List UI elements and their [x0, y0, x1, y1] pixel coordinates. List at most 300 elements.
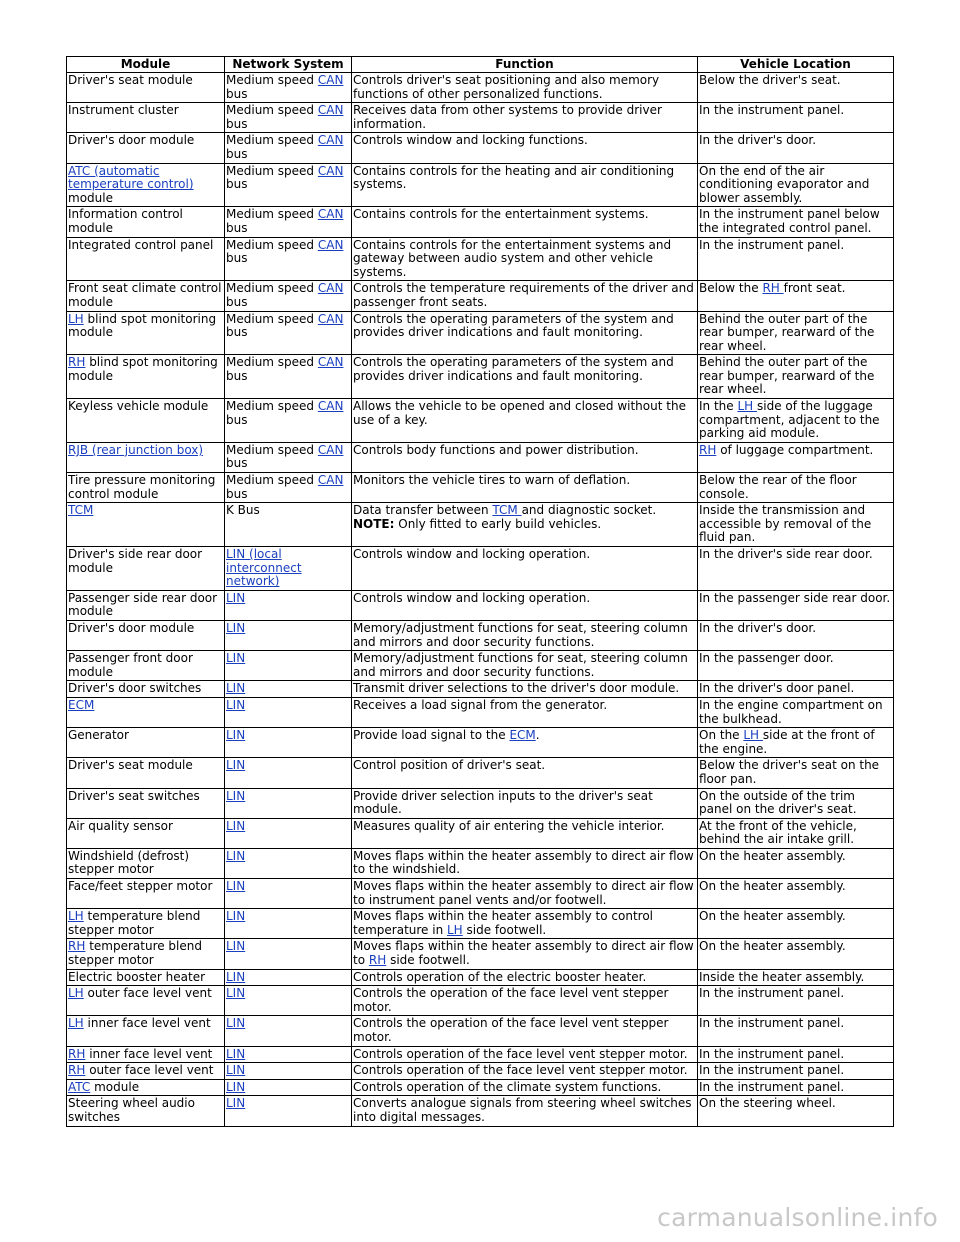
- cell-function: [352, 818, 698, 848]
- cell-function: [352, 503, 698, 547]
- cell-text: Controls body functions and power distribution.: [353, 442, 639, 457]
- glossary-link[interactable]: CAN: [317, 207, 344, 222]
- cell-text: Memory/adjustment functions for seat, steering column and mirrors and door security functions.: [353, 620, 688, 649]
- header-vehicle-location: Vehicle Location: [698, 57, 894, 73]
- cell-text: side footwell.: [462, 922, 547, 937]
- cell-text: Medium speed: [226, 311, 318, 326]
- cell-text: bus: [226, 412, 248, 427]
- cell-text: Driver's seat module: [68, 758, 193, 773]
- cell-network-system: [225, 758, 352, 788]
- cell-vehicle-location: [698, 103, 894, 133]
- cell-function: [352, 909, 698, 939]
- cell-module: [67, 590, 225, 620]
- cell-text: Below the: [699, 281, 763, 296]
- cell-module: [67, 281, 225, 311]
- cell-network-system: [225, 1046, 352, 1063]
- cell-module: [67, 473, 225, 503]
- cell-text: Driver's door switches: [68, 681, 202, 696]
- cell-text: In the driver's door.: [699, 620, 817, 635]
- cell-network-system: [225, 848, 352, 878]
- cell-network-system: [225, 681, 352, 698]
- cell-text: Data transfer between: [353, 503, 493, 518]
- glossary-link[interactable]: CAN: [317, 473, 344, 488]
- cell-text: Monitors the vehicle tires to warn of deflation.: [353, 473, 631, 488]
- cell-text: .: [535, 728, 540, 743]
- cell-vehicle-location: [698, 788, 894, 818]
- glossary-link[interactable]: LIN: [226, 1096, 246, 1111]
- glossary-link[interactable]: RH: [762, 281, 784, 296]
- glossary-link[interactable]: CAN: [317, 73, 344, 87]
- cell-vehicle-location: [698, 1063, 894, 1080]
- table-row: [67, 788, 894, 818]
- cell-text: Keyless vehicle module: [68, 399, 209, 414]
- cell-module: [67, 547, 225, 591]
- table-row: [67, 697, 894, 727]
- cell-text: Air quality sensor: [68, 818, 173, 833]
- cell-text: blind spot monitoring module: [68, 311, 217, 340]
- cell-text: outer face level vent: [85, 1063, 214, 1078]
- cell-vehicle-location: [698, 163, 894, 207]
- cell-text: Inside the heater assembly.: [699, 969, 865, 984]
- cell-module: [67, 503, 225, 547]
- cell-text: Behind the outer part of the rear bumper, rearward of the rear wheel.: [699, 311, 875, 353]
- glossary-link[interactable]: LIN: [226, 818, 246, 833]
- cell-text: bus: [226, 177, 248, 192]
- cell-text: Inside the transmission and accessible by removal of the fluid pan.: [699, 503, 872, 545]
- cell-vehicle-location: [698, 728, 894, 758]
- cell-network-system: [225, 1063, 352, 1080]
- cell-function: [352, 281, 698, 311]
- cell-text: Contains controls for the entertainment systems.: [353, 207, 649, 222]
- glossary-link[interactable]: LIN: [226, 939, 246, 954]
- cell-function: [352, 207, 698, 237]
- header-function: Function: [352, 57, 698, 73]
- cell-network-system: [225, 473, 352, 503]
- cell-text: Generator: [68, 728, 129, 743]
- cell-module: [67, 1079, 225, 1096]
- table-row: [67, 133, 894, 163]
- glossary-link[interactable]: LIN: [226, 697, 246, 712]
- glossary-link[interactable]: LIN: [226, 848, 246, 863]
- glossary-link[interactable]: CAN: [317, 399, 344, 414]
- cell-text: side at the front of the engine.: [699, 728, 875, 756]
- cell-text: At the front of the vehicle, behind the air intake grill.: [699, 818, 857, 847]
- cell-text: K Bus: [226, 503, 260, 518]
- glossary-link[interactable]: LH: [68, 986, 84, 1001]
- glossary-link[interactable]: CAN: [317, 442, 344, 457]
- cell-function: [352, 473, 698, 503]
- cell-text: and diagnostic socket.: [521, 503, 657, 518]
- cell-vehicle-location: [698, 237, 894, 281]
- glossary-link[interactable]: LIN: [226, 969, 246, 984]
- cell-vehicle-location: [698, 758, 894, 788]
- cell-text: Medium speed: [226, 133, 318, 148]
- cell-text: In the instrument panel.: [699, 1079, 845, 1094]
- cell-text: Below the driver's seat.: [699, 73, 841, 87]
- table-row: [67, 879, 894, 909]
- cell-text: In the instrument panel below the integrated control panel.: [699, 207, 880, 235]
- cell-text: Controls window and locking operation.: [353, 590, 591, 605]
- cell-network-system: [225, 355, 352, 399]
- cell-module: [67, 399, 225, 443]
- cell-text: Driver's seat switches: [68, 788, 200, 803]
- cell-vehicle-location: [698, 651, 894, 681]
- glossary-link[interactable]: LIN: [226, 590, 246, 605]
- cell-vehicle-location: [698, 503, 894, 547]
- cell-text: Provide driver selection inputs to the driver's seat module.: [353, 788, 653, 817]
- glossary-link[interactable]: LH: [68, 1016, 84, 1031]
- cell-text: Moves flaps within the heater assembly to direct air flow to instrument panel vents and/or footwell.: [353, 879, 694, 907]
- cell-module: [67, 758, 225, 788]
- cell-module: [67, 1063, 225, 1080]
- cell-text: In the instrument panel.: [699, 1063, 845, 1078]
- cell-module: [67, 207, 225, 237]
- glossary-link[interactable]: LH: [447, 922, 463, 937]
- glossary-link[interactable]: LIN: [226, 879, 246, 894]
- cell-module: [67, 73, 225, 103]
- cell-text: Driver's door module: [68, 133, 195, 148]
- cell-vehicle-location: [698, 909, 894, 939]
- cell-text: Medium speed: [226, 355, 318, 370]
- glossary-link[interactable]: LIN: [226, 758, 246, 773]
- cell-text: bus: [226, 251, 248, 266]
- cell-text: Face/feet stepper motor: [68, 879, 213, 894]
- table-row: [67, 909, 894, 939]
- cell-function: [352, 1046, 698, 1063]
- cell-module: [67, 697, 225, 727]
- cell-text: module: [90, 1079, 140, 1094]
- glossary-link[interactable]: RH: [368, 953, 387, 968]
- table-row: [67, 355, 894, 399]
- cell-text: bus: [226, 294, 248, 309]
- table-row: [67, 651, 894, 681]
- cell-text: In the driver's side rear door.: [699, 547, 873, 561]
- glossary-link[interactable]: LIN: [226, 620, 246, 635]
- glossary-link[interactable]: CAN: [317, 163, 344, 178]
- cell-text: inner face level vent: [83, 1016, 211, 1031]
- cell-function: [352, 651, 698, 681]
- table-row: [67, 939, 894, 969]
- cell-text: bus: [226, 486, 248, 501]
- site-watermark: carmanualsonline.info: [657, 1203, 938, 1232]
- table-row: [67, 547, 894, 591]
- glossary-link[interactable]: LIN: [226, 1063, 246, 1078]
- glossary-link[interactable]: LH: [68, 311, 84, 326]
- cell-network-system: [225, 818, 352, 848]
- cell-text: Receives a load signal from the generator.: [353, 697, 608, 712]
- cell-text: On the heater assembly.: [699, 848, 846, 863]
- glossary-link[interactable]: LIN (local interconnect network): [226, 547, 302, 589]
- cell-text: Transmit driver selections to the driver's door module.: [353, 681, 680, 696]
- cell-text: blind spot monitoring module: [68, 355, 218, 383]
- cell-vehicle-location: [698, 969, 894, 986]
- cell-text: On the outside of the trim panel on the driver's seat.: [699, 788, 857, 817]
- cell-text: In the instrument panel.: [699, 237, 845, 252]
- cell-text: Behind the outer part of the rear bumper, rearward of the rear wheel.: [699, 355, 875, 397]
- cell-text: side footwell.: [386, 953, 470, 968]
- cell-text: Driver's seat module: [68, 73, 193, 87]
- cell-text: On the heater assembly.: [699, 879, 846, 894]
- cell-network-system: [225, 442, 352, 472]
- glossary-link[interactable]: TCM: [68, 503, 94, 518]
- cell-text: In the passenger door.: [699, 651, 834, 666]
- table-row: [67, 969, 894, 986]
- cell-text: Moves flaps within the heater assembly to direct air flow to the windshield.: [353, 848, 694, 877]
- cell-module: [67, 620, 225, 650]
- cell-text: On the heater assembly.: [699, 939, 846, 954]
- cell-text: inner face level vent: [85, 1046, 213, 1061]
- cell-text: Passenger front door module: [68, 651, 193, 679]
- cell-function: [352, 133, 698, 163]
- cell-module: [67, 879, 225, 909]
- cell-network-system: [225, 311, 352, 355]
- table-row: [67, 237, 894, 281]
- cell-vehicle-location: [698, 1096, 894, 1126]
- cell-text: In the instrument panel.: [699, 103, 845, 118]
- cell-text: On the end of the air conditioning evaporator and blower assembly.: [699, 163, 870, 205]
- cell-text: Driver's side rear door module: [68, 547, 203, 575]
- cell-module: [67, 909, 225, 939]
- cell-text: Controls driver's seat positioning and also memory functions of other personalized functions.: [353, 73, 660, 101]
- cell-vehicle-location: [698, 879, 894, 909]
- cell-network-system: [225, 1096, 352, 1126]
- table-row: [67, 590, 894, 620]
- cell-text: Medium speed: [226, 473, 318, 488]
- glossary-link[interactable]: LIN: [226, 986, 246, 1001]
- table-row: [67, 1046, 894, 1063]
- cell-text: Controls operation of the face level vent stepper motor.: [353, 1046, 688, 1061]
- glossary-link[interactable]: LIN: [226, 1079, 246, 1094]
- glossary-link[interactable]: TCM: [492, 503, 522, 518]
- cell-vehicle-location: [698, 442, 894, 472]
- cell-text: Controls the operating parameters of the system and provides driver indications and fault monitoring.: [353, 355, 674, 383]
- cell-text: bus: [226, 116, 248, 131]
- cell-function: [352, 547, 698, 591]
- glossary-link[interactable]: LIN: [226, 909, 246, 924]
- cell-function: [352, 728, 698, 758]
- cell-text: front seat.: [783, 281, 846, 296]
- cell-text: Below the driver's seat on the floor pan.: [699, 758, 880, 786]
- cell-network-system: [225, 879, 352, 909]
- glossary-link[interactable]: CAN: [317, 103, 344, 118]
- glossary-link[interactable]: LH: [737, 399, 757, 414]
- cell-text: Medium speed: [226, 103, 318, 118]
- cell-function: [352, 681, 698, 698]
- cell-network-system: [225, 788, 352, 818]
- cell-text: In the engine compartment on the bulkhead.: [699, 697, 883, 726]
- cell-text: Controls operation of the face level vent stepper motor.: [353, 1063, 688, 1078]
- cell-function: [352, 1016, 698, 1046]
- cell-text: bus: [226, 220, 248, 235]
- cell-module: [67, 939, 225, 969]
- glossary-link[interactable]: ECM: [509, 728, 536, 743]
- cell-text: Steering wheel audio switches: [68, 1096, 195, 1124]
- table-row: [67, 620, 894, 650]
- cell-module: [67, 355, 225, 399]
- cell-function: [352, 879, 698, 909]
- cell-network-system: [225, 620, 352, 650]
- glossary-link[interactable]: ATC: [68, 1079, 91, 1094]
- cell-vehicle-location: [698, 311, 894, 355]
- cell-vehicle-location: [698, 1016, 894, 1046]
- cell-text: bus: [226, 368, 248, 383]
- cell-function: [352, 788, 698, 818]
- glossary-link[interactable]: LIN: [226, 1046, 246, 1061]
- cell-text: Tire pressure monitoring control module: [68, 473, 216, 501]
- cell-text: Contains controls for the heating and air conditioning systems.: [353, 163, 675, 192]
- cell-module: [67, 1046, 225, 1063]
- cell-text: Medium speed: [226, 207, 318, 222]
- glossary-link[interactable]: LIN: [226, 788, 246, 803]
- cell-vehicle-location: [698, 281, 894, 311]
- glossary-link[interactable]: RH: [68, 939, 86, 954]
- cell-text: bus: [226, 456, 248, 471]
- glossary-link[interactable]: LIN: [226, 728, 246, 743]
- cell-function: [352, 1079, 698, 1096]
- cell-network-system: [225, 969, 352, 986]
- cell-module: [67, 163, 225, 207]
- glossary-link[interactable]: RH: [699, 442, 717, 457]
- cell-module: [67, 133, 225, 163]
- cell-function: [352, 969, 698, 986]
- cell-network-system: [225, 207, 352, 237]
- function-note: [353, 518, 696, 532]
- note-text: Only fitted to early build vehicles.: [394, 516, 602, 531]
- glossary-link[interactable]: LH: [743, 728, 763, 743]
- cell-vehicle-location: [698, 207, 894, 237]
- cell-module: [67, 986, 225, 1016]
- cell-text: Controls the operation of the face level vent stepper motor.: [353, 986, 669, 1014]
- cell-vehicle-location: [698, 939, 894, 969]
- table-row: [67, 818, 894, 848]
- cell-vehicle-location: [698, 1046, 894, 1063]
- cell-text: Information control module: [68, 207, 183, 235]
- glossary-link[interactable]: CAN: [317, 311, 344, 326]
- cell-text: Medium speed: [226, 163, 318, 178]
- cell-network-system: [225, 697, 352, 727]
- cell-text: Control position of driver's seat.: [353, 758, 546, 773]
- glossary-link[interactable]: LIN: [226, 681, 246, 696]
- glossary-link[interactable]: RH: [68, 1046, 86, 1061]
- cell-vehicle-location: [698, 73, 894, 103]
- cell-text: On the heater assembly.: [699, 909, 846, 924]
- cell-module: [67, 442, 225, 472]
- cell-network-system: [225, 939, 352, 969]
- cell-function: [352, 399, 698, 443]
- cell-text: In the driver's door.: [699, 133, 817, 148]
- glossary-link[interactable]: CAN: [317, 281, 344, 296]
- cell-text: module: [68, 190, 113, 205]
- cell-text: of luggage compartment.: [716, 442, 874, 457]
- cell-vehicle-location: [698, 399, 894, 443]
- cell-vehicle-location: [698, 818, 894, 848]
- table-row: [67, 281, 894, 311]
- cell-text: Medium speed: [226, 73, 318, 87]
- glossary-link[interactable]: RH: [68, 355, 86, 370]
- cell-module: [67, 311, 225, 355]
- cell-text: temperature blend stepper motor: [68, 939, 202, 968]
- cell-function: [352, 103, 698, 133]
- glossary-link[interactable]: LIN: [226, 1016, 246, 1031]
- cell-vehicle-location: [698, 1079, 894, 1096]
- glossary-link[interactable]: LH: [68, 909, 84, 924]
- cell-vehicle-location: [698, 681, 894, 698]
- table-row: [67, 399, 894, 443]
- cell-network-system: [225, 590, 352, 620]
- cell-text: Contains controls for the entertainment systems and gateway between audio system and other vehicle systems.: [353, 237, 672, 279]
- table-row: [67, 1096, 894, 1126]
- table-row: [67, 681, 894, 698]
- cell-text: Provide load signal to the: [353, 728, 510, 743]
- cell-text: Medium speed: [226, 399, 318, 414]
- cell-text: Controls the temperature requirements of the driver and passenger front seats.: [353, 281, 694, 309]
- table-row: [67, 442, 894, 472]
- cell-text: temperature blend stepper motor: [68, 909, 201, 937]
- cell-text: Moves flaps within the heater assembly to direct air flow to: [353, 939, 694, 968]
- table-row: [67, 473, 894, 503]
- cell-network-system: [225, 1016, 352, 1046]
- table-row: [67, 758, 894, 788]
- glossary-link[interactable]: LIN: [226, 651, 246, 666]
- cell-network-system: [225, 503, 352, 547]
- glossary-link[interactable]: ECM: [68, 697, 95, 712]
- cell-function: [352, 355, 698, 399]
- table-row: [67, 986, 894, 1016]
- cell-text: Medium speed: [226, 442, 318, 457]
- cell-network-system: [225, 728, 352, 758]
- cell-network-system: [225, 399, 352, 443]
- cell-text: Below the rear of the floor console.: [699, 473, 857, 501]
- cell-text: Electric booster heater: [68, 969, 206, 984]
- glossary-link[interactable]: RH: [68, 1063, 86, 1078]
- cell-text: In the driver's door panel.: [699, 681, 855, 696]
- glossary-link[interactable]: CAN: [317, 355, 344, 370]
- glossary-link[interactable]: CAN: [317, 237, 344, 252]
- cell-text: Controls the operation of the face level vent stepper motor.: [353, 1016, 669, 1044]
- cell-vehicle-location: [698, 620, 894, 650]
- cell-text: In the: [699, 399, 738, 414]
- cell-text: On the: [699, 728, 744, 743]
- cell-function: [352, 939, 698, 969]
- table-row: [67, 1079, 894, 1096]
- table-body: [67, 73, 894, 1127]
- glossary-link[interactable]: ATC (automatic temperature control): [68, 163, 194, 192]
- cell-text: In the passenger side rear door.: [699, 590, 891, 605]
- cell-vehicle-location: [698, 848, 894, 878]
- cell-text: Controls the operating parameters of the system and provides driver indications and fault monitoring.: [353, 311, 674, 340]
- table-row: [67, 207, 894, 237]
- cell-network-system: [225, 909, 352, 939]
- cell-module: [67, 103, 225, 133]
- glossary-link[interactable]: CAN: [317, 133, 344, 148]
- glossary-link[interactable]: RJB (rear junction box): [68, 442, 204, 457]
- cell-vehicle-location: [698, 473, 894, 503]
- cell-network-system: [225, 1079, 352, 1096]
- cell-text: Medium speed: [226, 237, 318, 252]
- cell-function: [352, 848, 698, 878]
- cell-text: side of the luggage compartment, adjacent to the parking aid module.: [699, 399, 880, 441]
- cell-network-system: [225, 163, 352, 207]
- cell-text: Passenger side rear door module: [68, 590, 218, 619]
- cell-module: [67, 848, 225, 878]
- cell-text: On the steering wheel.: [699, 1096, 836, 1111]
- cell-network-system: [225, 547, 352, 591]
- table-row: [67, 848, 894, 878]
- cell-module: [67, 728, 225, 758]
- cell-vehicle-location: [698, 590, 894, 620]
- cell-text: outer face level vent: [83, 986, 212, 1001]
- cell-module: [67, 969, 225, 986]
